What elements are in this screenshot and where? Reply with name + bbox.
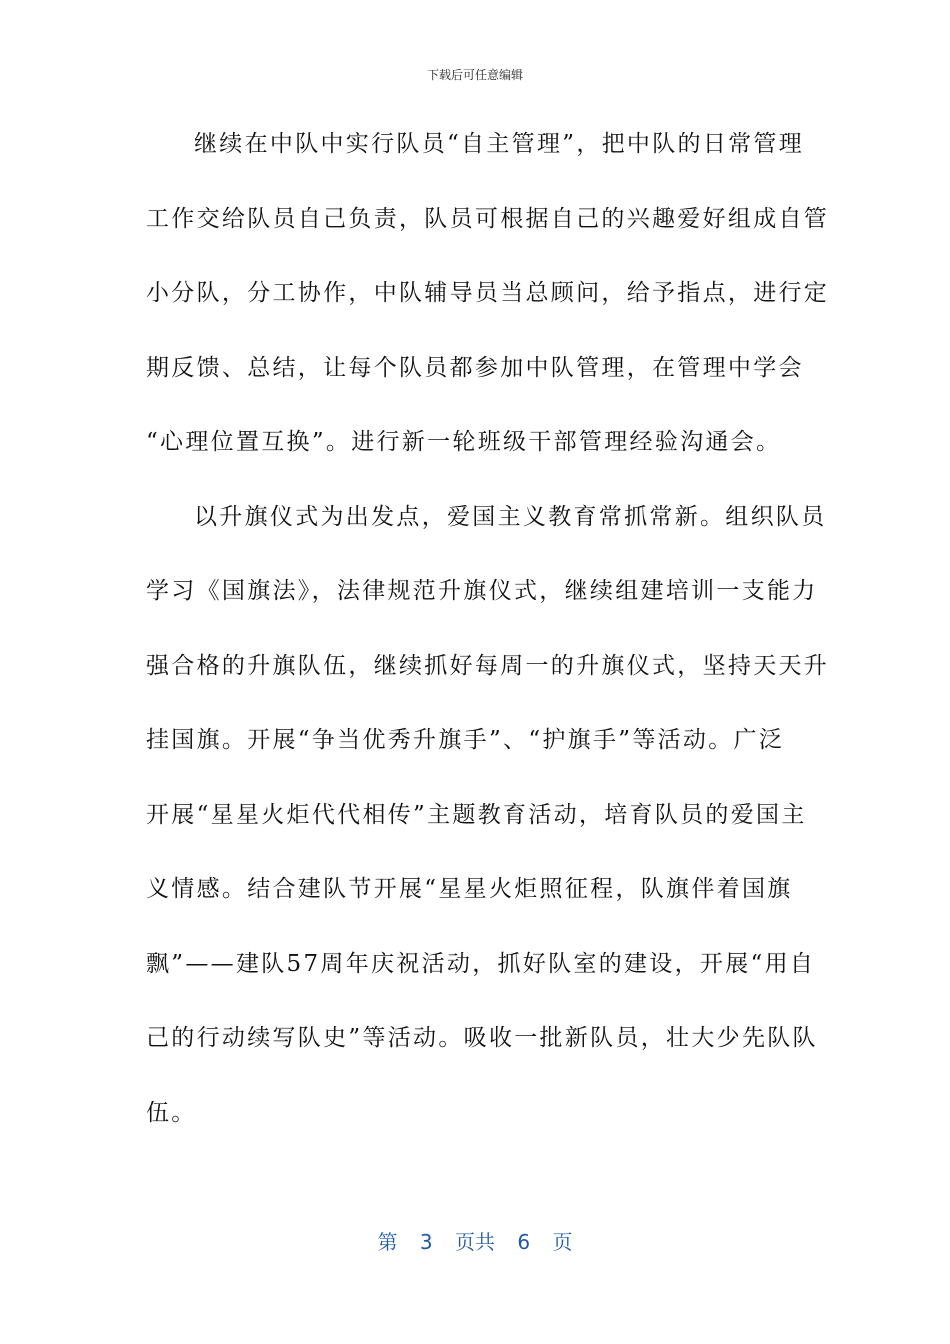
document-body [146,122,830,1165]
paragraph-1-line-2: 工作交给队员自己负责，队员可根据自己的兴趣爱好组成自管 [146,205,830,232]
paragraph-1-line-3: 小分队，分工协作，中队辅导员当总顾问，给予指点，进行定 [146,280,830,306]
page-number-footer [0,1226,950,1255]
paragraph-2-line-1: 以升旗仪式为出发点，爱国主义教育常抓常新。组织队员 [194,503,827,530]
paragraph-2-line-6: 义情感。结合建队节开展“星星火炬照征程，队旗伴着国旗 [146,876,793,902]
paragraph-1-line-5: “心理位置互换”。进行新一轮班级干部管理经验沟通会。 [146,429,782,455]
footer-suffix: 页 [552,1230,573,1254]
footer-middle: 页共 [455,1230,495,1254]
footer-current-page: 3 [419,1230,433,1254]
paragraph-1-line-4: 期反馈、总结，让每个队员都参加中队管理，在管理中学会 [146,354,804,381]
paragraph-2-line-8: 己的行动续写队史”等活动。吸收一批新队员，壮大少先队队 [146,1025,818,1051]
paragraph-2-line-7: 飘”——建队57周年庆祝活动，抓好队室的建设，开展“用自 [146,950,816,977]
footer-total-pages: 6 [517,1230,531,1254]
paragraph-2-line-4: 挂国旗。开展“争当优秀升旗手”、“护旗手”等活动。广泛 [146,727,785,753]
paragraph-2-line-5: 开展“星星火炬代代相传”主题教育活动，培育队员的爱国主 [146,801,807,828]
paragraph-2-line-9: 伍。 [146,1099,197,1126]
page-header: 下载后可任意编辑 [426,68,523,82]
paragraph-1-line-1: 继续在中队中实行队员“自主管理”，把中队的日常管理 [194,131,805,157]
paragraph-2-line-3: 强合格的升旗队伍，继续抓好每周一的升旗仪式，坚持天天升 [146,652,830,679]
paragraph-2-line-2: 学习《国旗法》，法律规范升旗仪式，继续组建培训一支能力 [146,578,818,604]
footer-prefix: 第 [377,1230,398,1254]
